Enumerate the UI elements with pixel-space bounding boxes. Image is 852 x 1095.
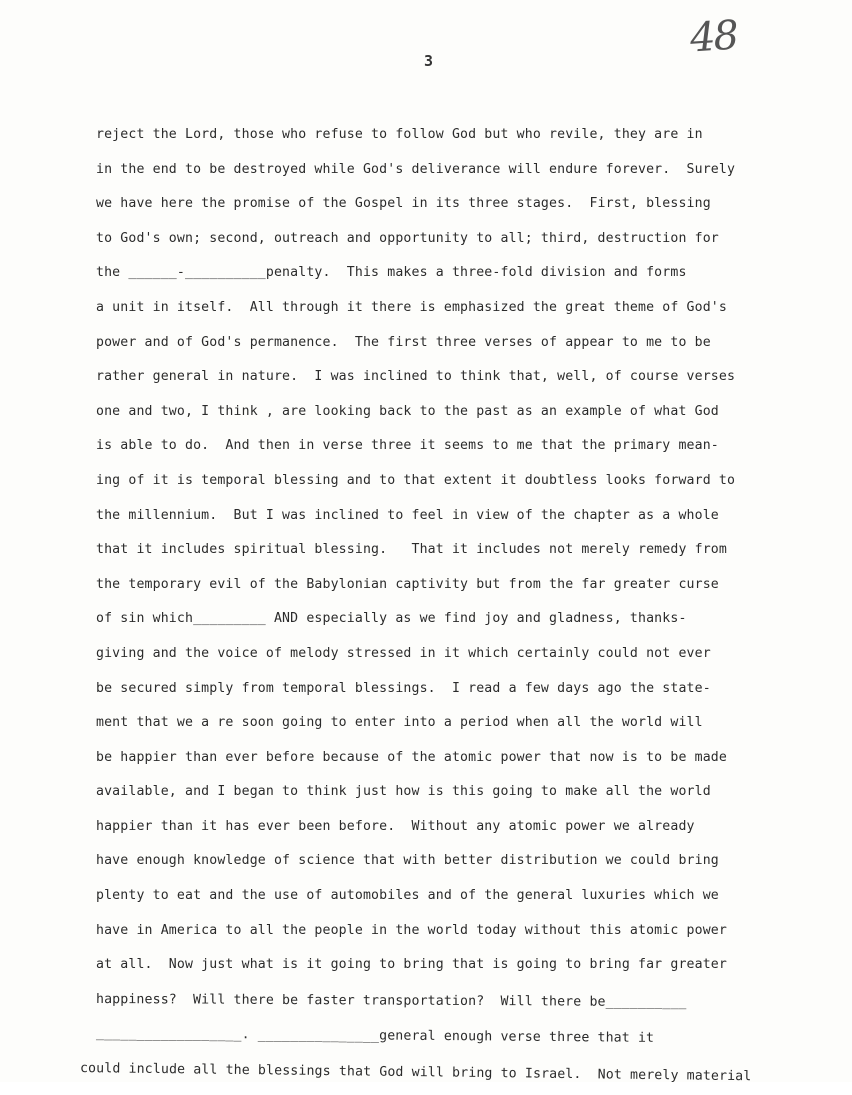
text-line: happier than it has ever been before. Without any atomic power we already [96, 818, 695, 834]
text-line: __________________. _______________general enough verse three that it [95, 1026, 655, 1047]
text-line: rather general in nature. I was inclined to think that, well, of course verses [96, 369, 736, 385]
text-line: we have here the promise of the Gospel in its three stages. First, blessing [96, 196, 711, 212]
text-line: the millennium. But I was inclined to feel in view of the chapter as a whole [96, 507, 719, 523]
text-line: power and of God's permanence. The first three verses of appear to me to be [96, 334, 711, 350]
text-line: of sin which_________ AND especially as we find joy and gladness, thanks- [96, 611, 687, 627]
text-line: ment that we a re soon going to enter into a period when all the world will [96, 715, 703, 731]
page-number: 3 [424, 52, 434, 70]
text-line: available, and I began to think just how is this going to make all the world [96, 784, 711, 800]
text-line: giving and the voice of melody stressed in it which certainly could not ever [96, 645, 711, 661]
text-line: the temporary evil of the Babylonian captivity but from the far greater curse [96, 576, 719, 592]
text-line: in the end to be destroyed while God's deliverance will endure forever. Surely [96, 161, 736, 177]
text-line: be happier than ever before because of the atomic power that now is to be made [96, 749, 727, 765]
text-line: ing of it is temporal blessing and to that extent it doubtless looks forward to [96, 472, 736, 488]
text-line: plenty to eat and the use of automobiles and of the general luxuries which we [96, 888, 719, 904]
text-line: reject the Lord, those who refuse to follow God but who revile, they are in [96, 127, 703, 142]
text-line: be secured simply from temporal blessings. I read a few days ago the state- [96, 680, 711, 696]
text-line: at all. Now just what is it going to bring that is going to bring far greater [96, 957, 727, 973]
handwritten-page-number: 48 [688, 12, 739, 62]
text-line: the ______-__________penalty. This makes a three-fold division and forms [96, 265, 687, 281]
text-line: have enough knowledge of science that with better distribution we could bring [96, 853, 719, 869]
body-text [79, 118, 786, 1087]
text-line: happiness? Will there be faster transportation? Will there be__________ [95, 991, 687, 1010]
text-line: a unit in itself. All through it there is emphasized the great theme of God's [96, 299, 727, 315]
text-line: that it includes spiritual blessing. That it includes not merely remedy from [96, 542, 727, 558]
text-line: to God's own; second, outreach and opportunity to all; third, destruction for [96, 230, 719, 246]
text-line: could include all the blessings that God will bring to Israel. Not merely material [79, 1061, 752, 1085]
text-line: have in America to all the people in the world today without this atomic power [96, 922, 727, 938]
text-line: one and two, I think , are looking back to the past as an example of what God [96, 403, 719, 419]
text-line: is able to do. And then in verse three it seems to me that the primary mean- [96, 438, 719, 454]
